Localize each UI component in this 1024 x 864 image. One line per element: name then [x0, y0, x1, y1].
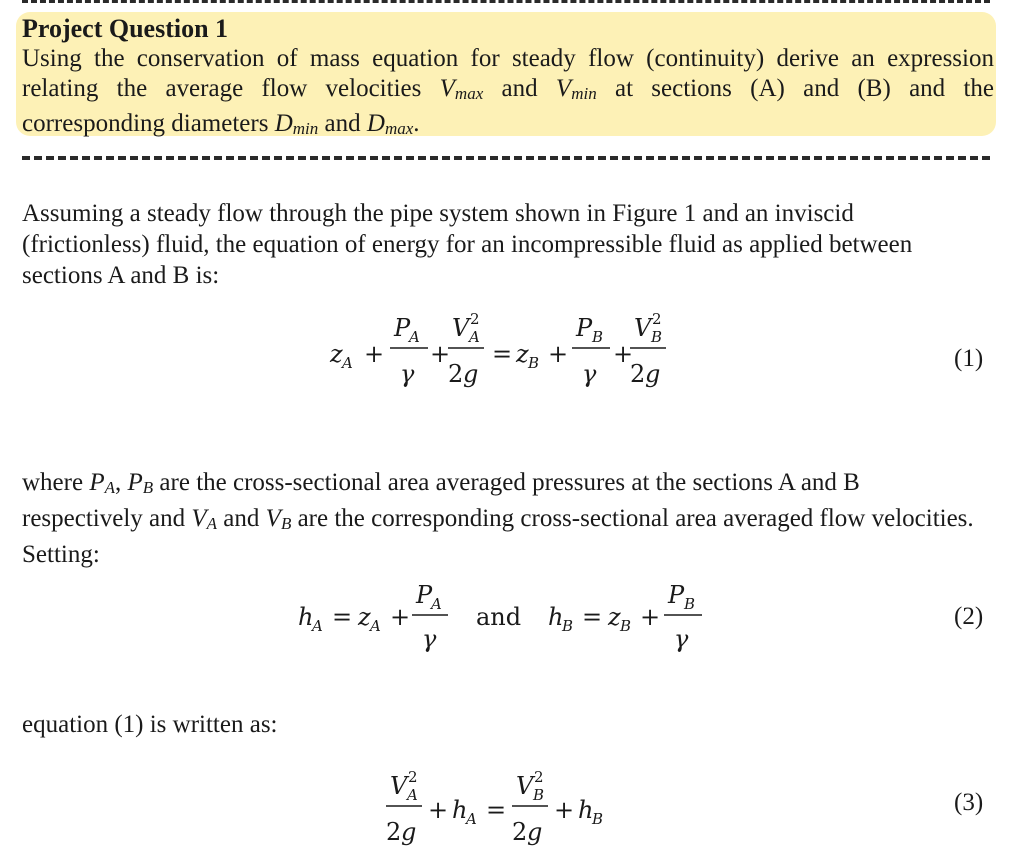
section-divider-rule	[22, 156, 990, 160]
svg-text:A: A	[431, 595, 442, 613]
svg-text:2: 2	[470, 310, 480, 328]
svg-text:=: =	[582, 603, 603, 631]
svg-text:2: 2	[386, 818, 402, 846]
svg-text:=: =	[492, 340, 513, 368]
svg-text:A: A	[370, 617, 381, 635]
equation-2-and: and	[476, 603, 522, 631]
svg-text:2: 2	[512, 818, 528, 846]
equation-3	[386, 768, 616, 848]
svg-text:g: g	[527, 818, 543, 846]
svg-text:γ: γ	[422, 625, 437, 653]
project-question-title: Project Question 1	[22, 14, 229, 43]
svg-text:B: B	[684, 595, 696, 613]
svg-text:2: 2	[630, 360, 646, 388]
svg-text:+: +	[428, 796, 449, 824]
svg-text:B: B	[651, 328, 663, 346]
top-dashed-rule	[22, 0, 990, 3]
question-line-2: relating the average flow velocities $V_{max}$ and $V_{min}$ at sections (A) and (B) and the	[22, 75, 995, 103]
svg-text:V: V	[516, 772, 534, 800]
svg-text:P: P	[416, 581, 433, 609]
svg-text:+: +	[390, 603, 411, 631]
svg-text:γ: γ	[582, 360, 597, 388]
svg-text:g: g	[401, 818, 417, 846]
svg-text:V: V	[634, 314, 652, 342]
svg-text:V: V	[390, 772, 408, 800]
svg-text:γ: γ	[400, 360, 415, 388]
svg-text:A: A	[312, 617, 323, 635]
svg-text:h: h	[298, 603, 314, 631]
svg-text:h: h	[452, 796, 468, 824]
svg-text:h: h	[548, 603, 564, 631]
svg-text:g: g	[645, 360, 661, 388]
equation-1-number: (1)	[954, 345, 984, 372]
paragraph-definitions: where $P_A$, $P_B$ are the cross-sectional area averaged pressures at the sections A and B respectively and $V_A$ and $V_B$ are the corresponding cross-sectional area averaged flow velocities. Setting:	[22, 469, 974, 568]
svg-text:g: g	[463, 360, 479, 388]
svg-text:V: V	[452, 314, 470, 342]
svg-text:A: A	[466, 810, 477, 828]
question-line-1: Using the conservation of mass equation for steady flow (continuity) derive an expression	[22, 45, 994, 72]
svg-text:+: +	[430, 340, 451, 368]
svg-text:+: +	[548, 340, 569, 368]
equation-1	[330, 312, 670, 392]
svg-text:=: =	[332, 603, 353, 631]
equation-2	[298, 581, 718, 655]
svg-text:z: z	[608, 603, 621, 631]
svg-text:B: B	[592, 810, 604, 828]
svg-text:+: +	[640, 603, 661, 631]
svg-text:A: A	[407, 786, 418, 804]
svg-text:P: P	[668, 581, 685, 609]
svg-text:z: z	[330, 340, 343, 368]
svg-text:+: +	[613, 340, 634, 368]
svg-text:z: z	[516, 340, 529, 368]
svg-text:B: B	[533, 786, 545, 804]
svg-text:P: P	[394, 314, 411, 342]
svg-text:B: B	[528, 354, 540, 372]
svg-text:B: B	[562, 617, 574, 635]
svg-text:2: 2	[448, 360, 464, 388]
svg-text:=: =	[486, 796, 507, 824]
svg-text:h: h	[578, 796, 594, 824]
project-question-text	[22, 44, 994, 144]
svg-text:2: 2	[652, 310, 662, 328]
svg-text:γ: γ	[674, 625, 689, 653]
svg-text:B: B	[592, 328, 604, 346]
svg-text:B: B	[620, 617, 632, 635]
svg-text:A: A	[342, 354, 353, 372]
svg-text:P: P	[576, 314, 593, 342]
equation-2-number: (2)	[954, 603, 984, 630]
paragraph-energy-intro: Assuming a steady flow through the pipe system shown in Figure 1 and an inviscid (frictionless) fluid, the equation of energy for an incompressible fluid as applied between sections A and B is:	[22, 200, 913, 289]
svg-text:z: z	[358, 603, 371, 631]
equation-3-number: (3)	[954, 789, 984, 816]
paragraph-rewrite: equation (1) is written as:	[22, 711, 278, 738]
question-line-3: corresponding diameters $D_{min}$ and $D_{max}$.	[22, 110, 420, 138]
svg-text:A: A	[409, 328, 420, 346]
svg-text:A: A	[469, 328, 480, 346]
svg-text:+: +	[554, 796, 575, 824]
svg-text:2: 2	[408, 768, 418, 786]
svg-text:+: +	[364, 340, 385, 368]
svg-text:2: 2	[534, 768, 544, 786]
